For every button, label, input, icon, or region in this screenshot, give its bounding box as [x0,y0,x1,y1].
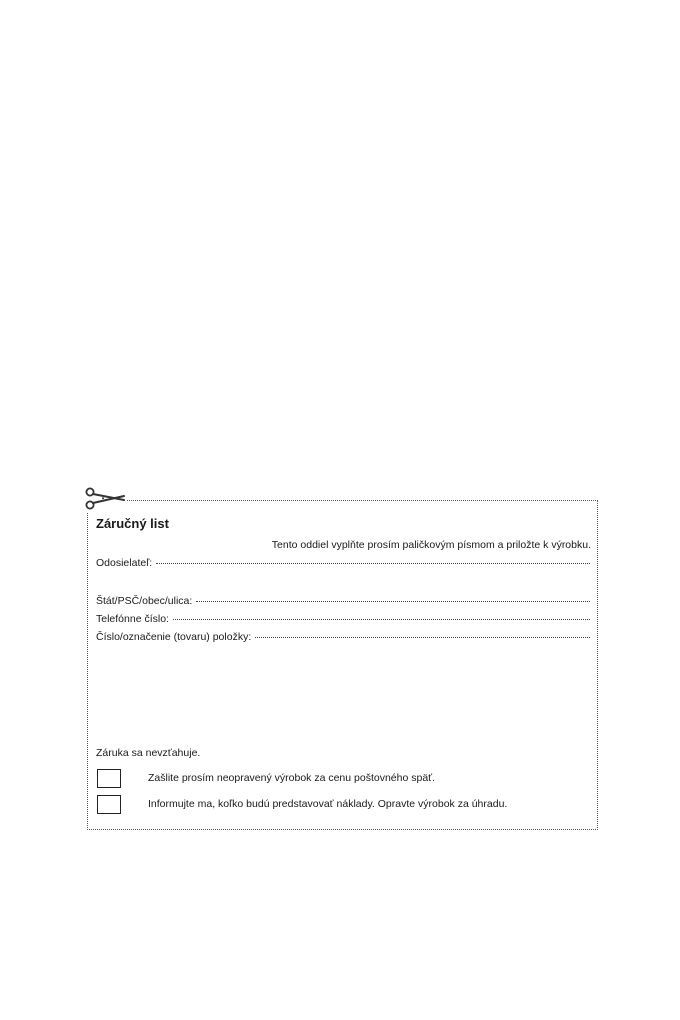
repair-for-fee-checkbox[interactable] [97,795,121,814]
phone-label: Telefónne číslo: [96,613,169,625]
option-repair-for-fee[interactable] [97,793,507,815]
form-instruction: Tento oddiel vyplňte prosím paličkovým písmom a priložte k výrobku. [271,539,591,551]
item-number-line[interactable] [255,636,590,638]
return-unrepaired-label: Zašlite prosím neopravený výrobok za cenu poštovného späť. [148,772,436,784]
warranty-note: Záruka sa nevzťahuje. [96,747,201,759]
address-label: Štát/PSČ/obec/ulica: [96,595,193,607]
address-line[interactable] [196,600,590,602]
item-number-label: Číslo/označenie (tovaru) položky: [96,631,252,643]
address-field[interactable] [96,595,590,607]
option-return-unrepaired[interactable] [97,767,435,789]
sender-line[interactable] [156,562,590,564]
form-title: Záručný list [96,516,169,531]
sender-field[interactable] [96,557,590,569]
return-unrepaired-checkbox[interactable] [97,769,121,788]
item-number-field[interactable] [96,631,590,643]
phone-field[interactable] [96,613,590,625]
repair-for-fee-label: Informujte ma, koľko budú predstavovať náklady. Opravte výrobok za úhradu. [148,798,508,810]
phone-line[interactable] [173,618,590,620]
scissors-icon [84,486,126,512]
sender-label: Odosielateľ: [96,557,153,569]
